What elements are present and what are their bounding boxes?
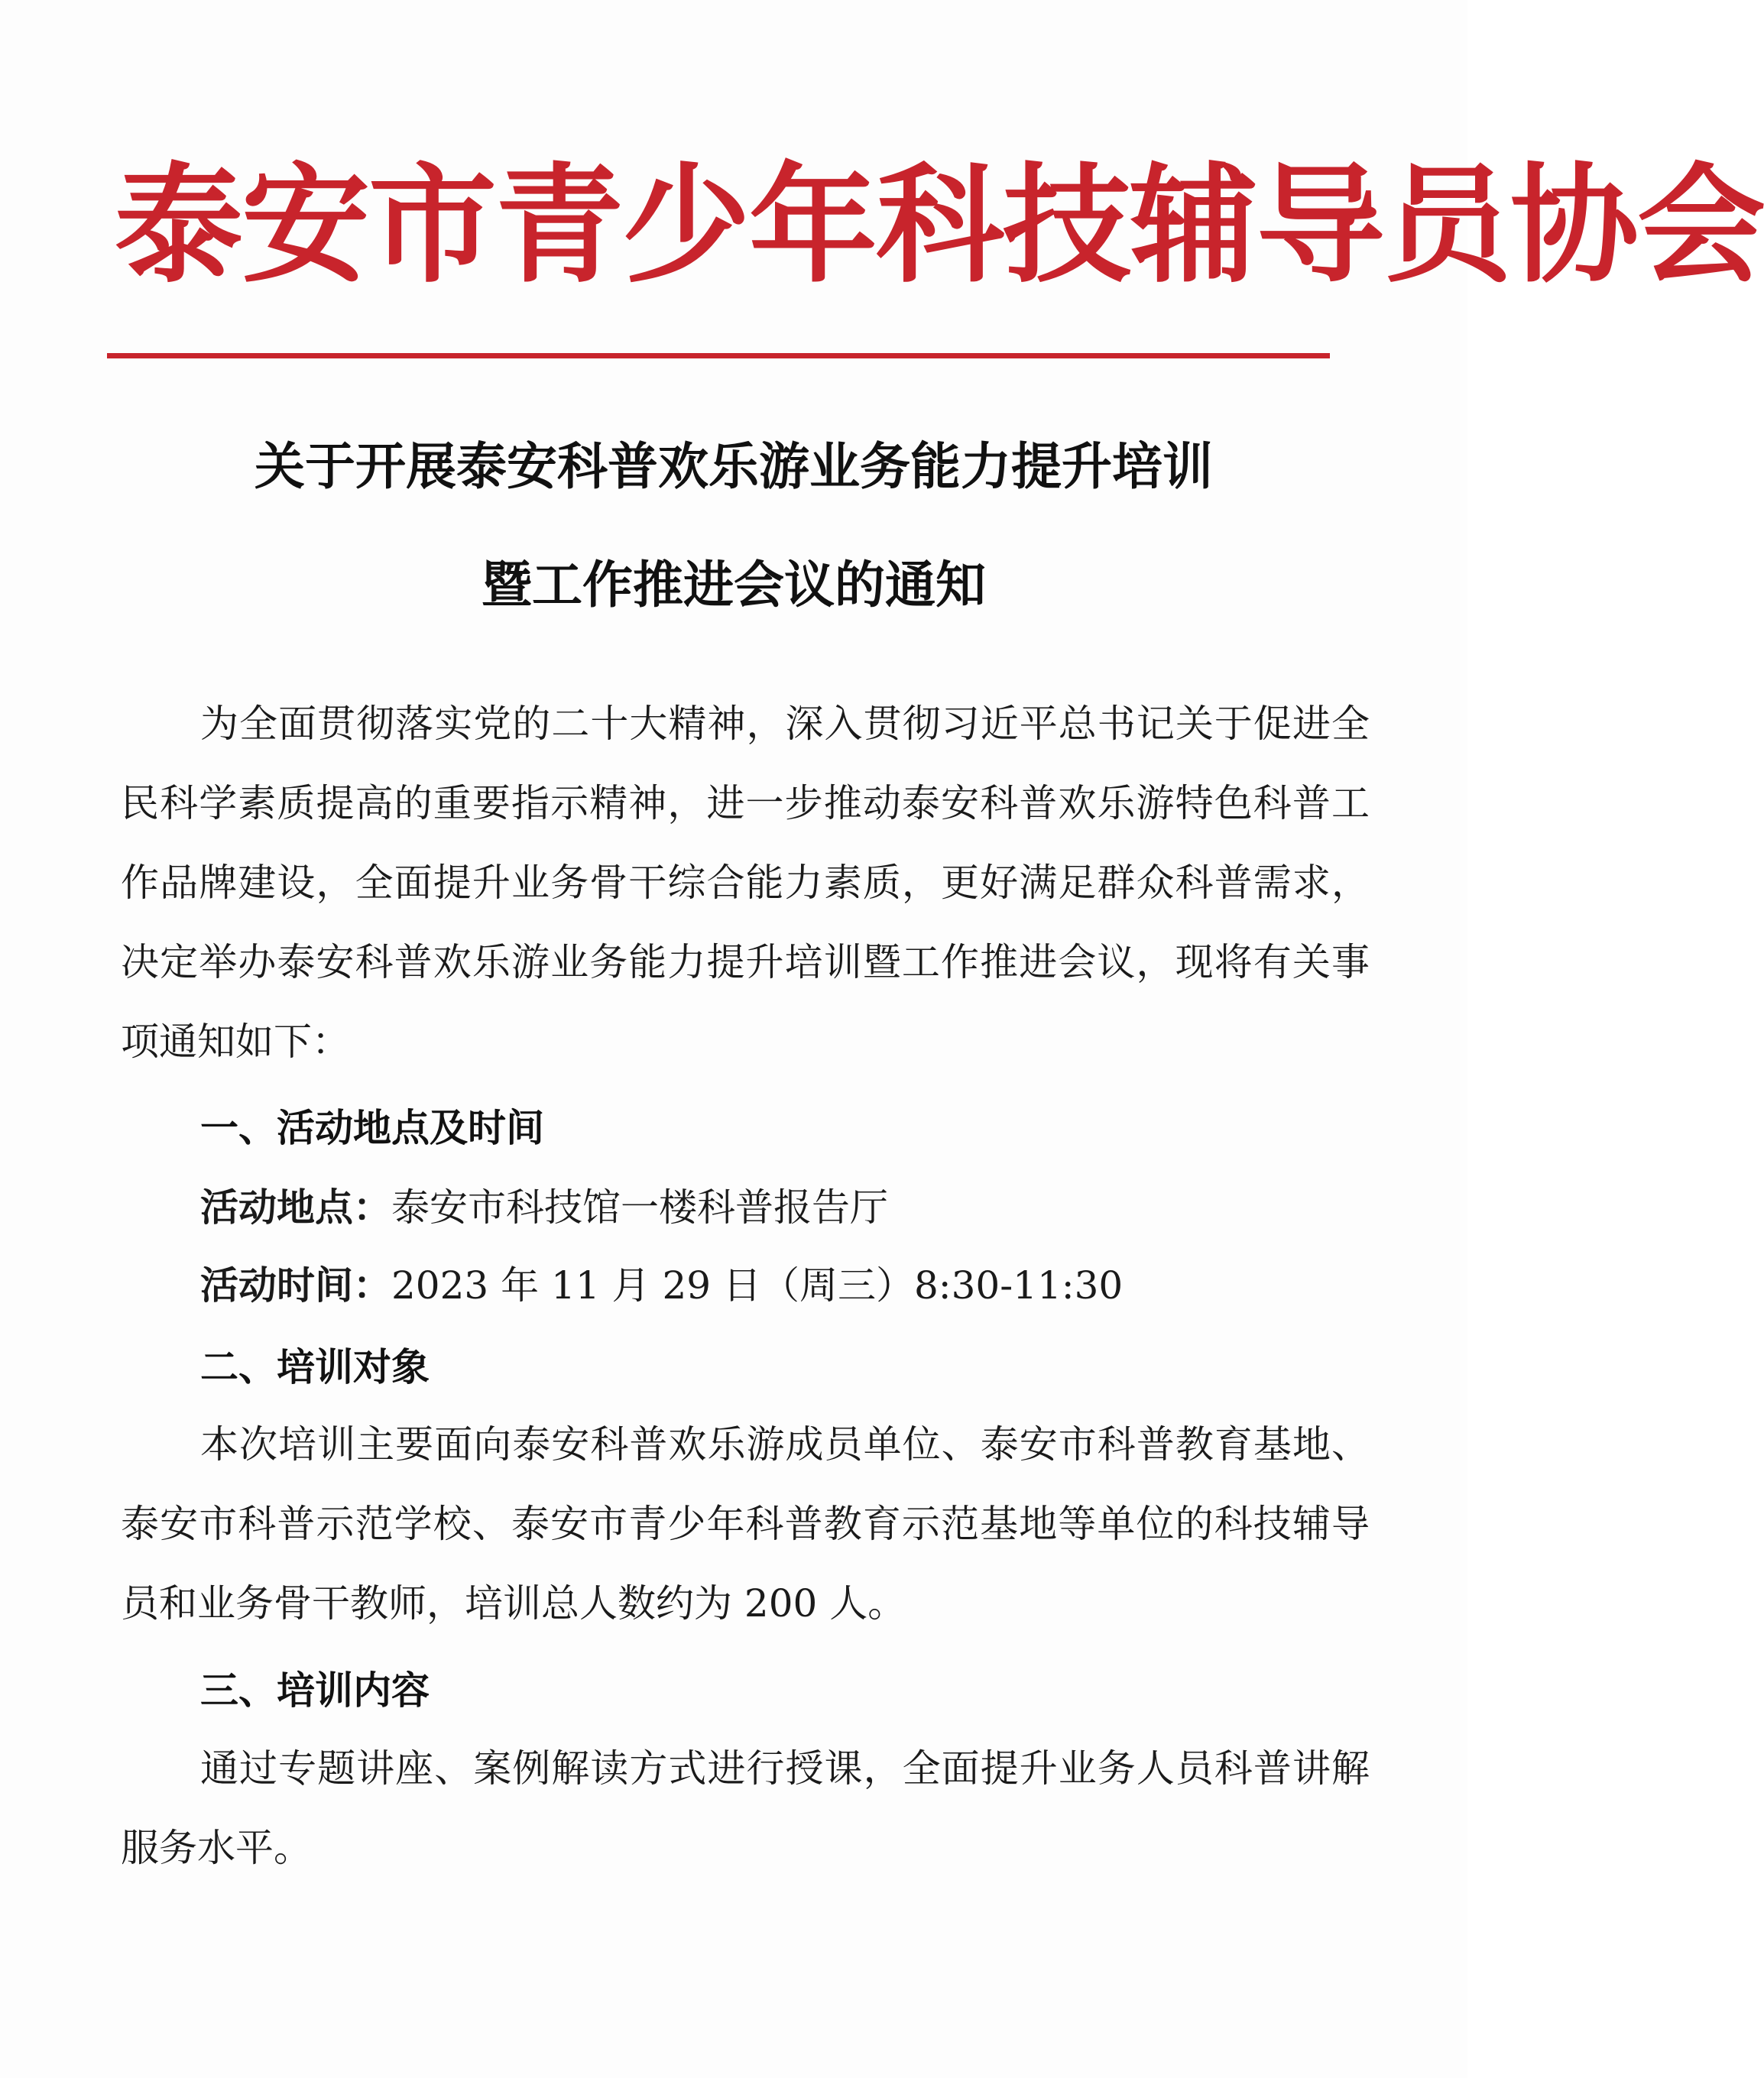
time-line <box>200 1246 1123 1325</box>
section2-heading: 二、培训对象 <box>200 1345 430 1389</box>
training-target-paragraph: 本次培训主要面向泰安科普欢乐游成员单位、泰安市科普教育基地、泰安市科普示范学校、泰安市青少年科普教育示范基地等单位的科技辅导员和业务骨干教师，培训总人数约为 200 人。 <box>121 1422 1370 1626</box>
location-line <box>200 1168 888 1247</box>
time-value: 2023 年 11 月 29 日（周三）8:30-11:30 <box>391 1263 1124 1308</box>
red-header-rule <box>107 353 1330 358</box>
section3-heading: 三、培训内容 <box>200 1668 430 1713</box>
time-label: 活动时间： <box>200 1263 391 1308</box>
organization-header: 泰安市青少年科技辅导员协会 <box>115 151 1764 300</box>
intro-paragraph: 为全面贯彻落实党的二十大精神，深入贯彻习近平总书记关于促进全民科学素质提高的重要指示精神，进一步推动泰安科普欢乐游特色科普工作品牌建设，全面提升业务骨干综合能力素质，更好满足群众科普需求，决定举办泰安科普欢乐游业务能力提升培训暨工作推进会议，现将有关事项通知如下： <box>121 702 1370 1064</box>
location-label: 活动地点： <box>200 1185 391 1230</box>
training-content-paragraph: 通过专题讲座、案例解读方式进行授课，全面提升业务人员科普讲解服务水平。 <box>121 1746 1370 1870</box>
document-title-line1: 关于开展泰安科普欢乐游业务能力提升培训 <box>255 436 1213 496</box>
section1-heading: 一、活动地点及时间 <box>200 1106 544 1150</box>
location-value: 泰安市科技馆一楼科普报告厅 <box>391 1185 888 1230</box>
document-title-line2: 暨工作推进会议的通知 <box>482 555 986 614</box>
